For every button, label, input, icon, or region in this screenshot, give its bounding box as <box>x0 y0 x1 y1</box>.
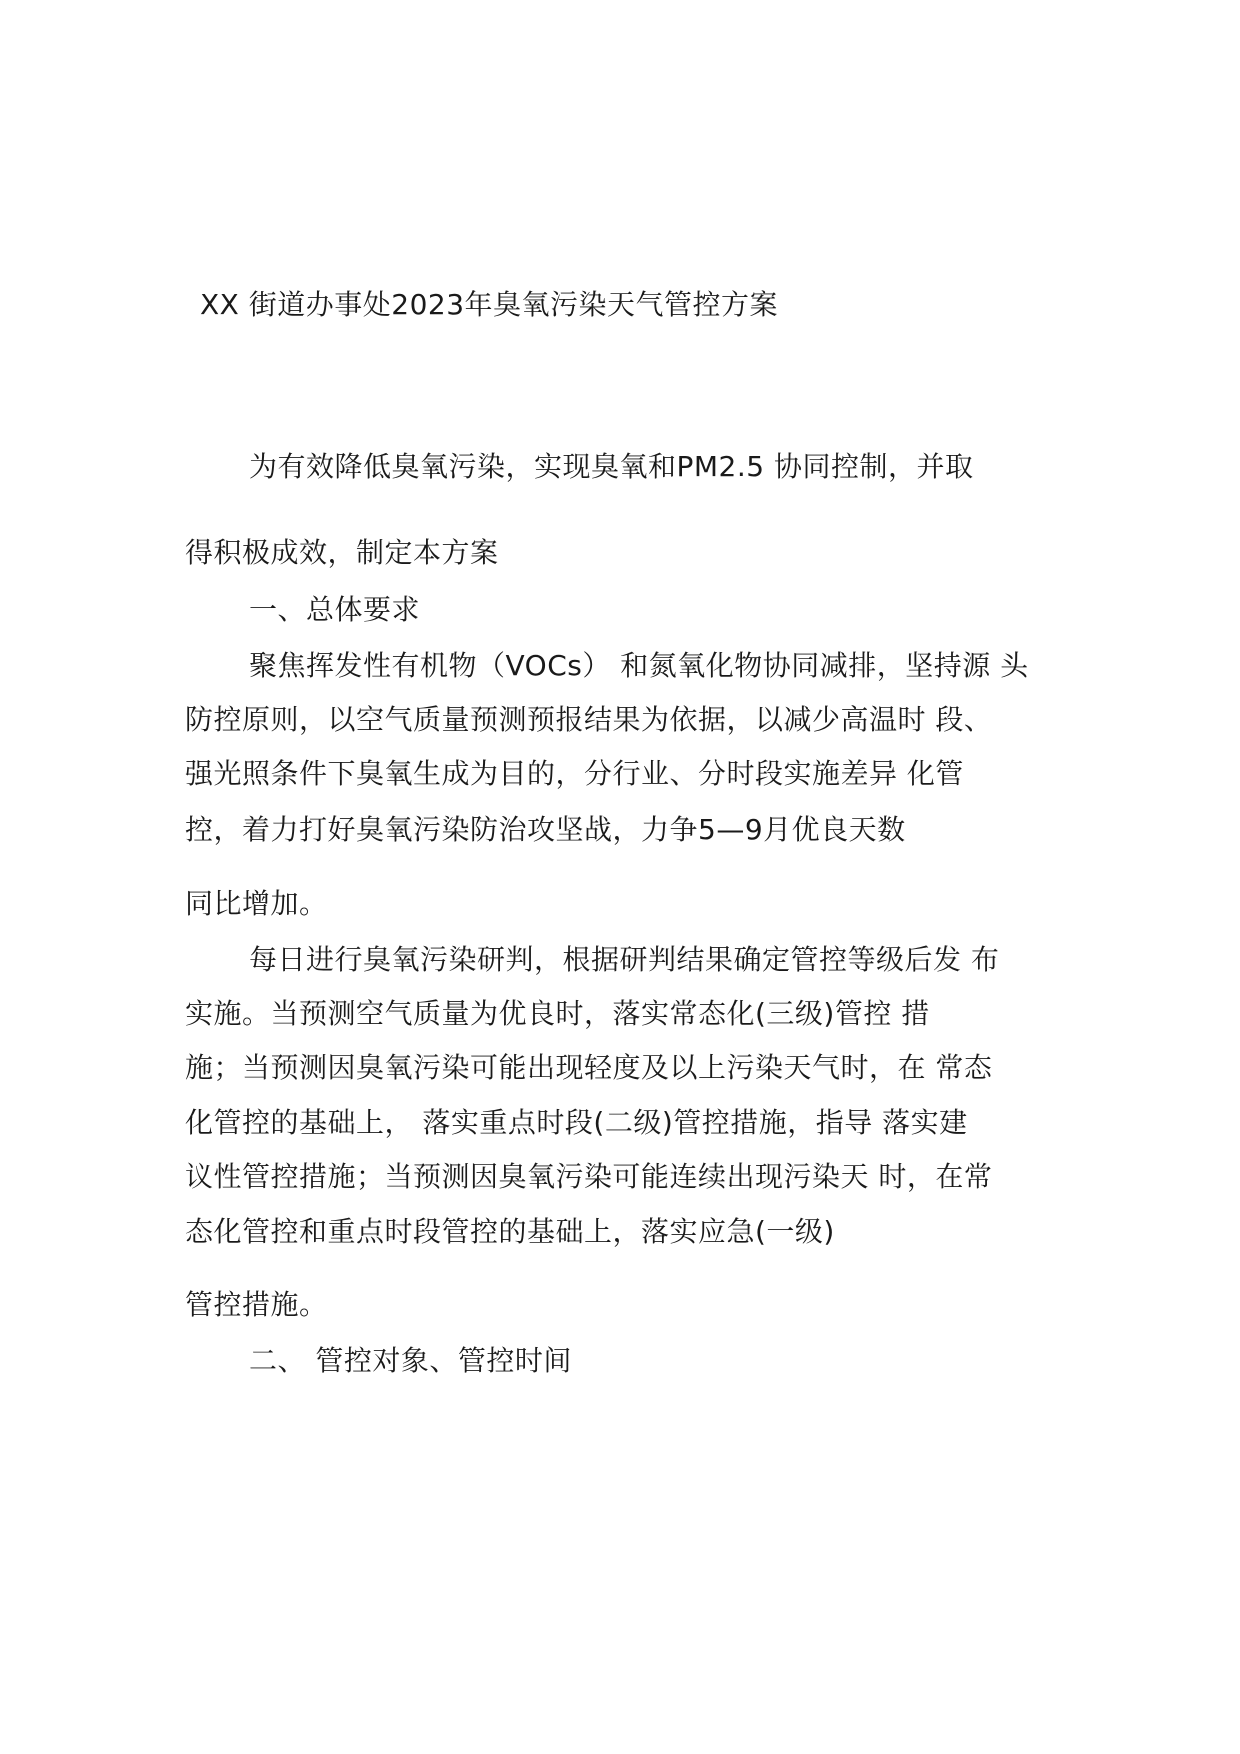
paragraph-line: 控，着力打好臭氧污染防治攻坚战，力争5—9月优良天数 <box>185 813 906 846</box>
paragraph-line: 管控措施。 <box>185 1288 328 1321</box>
paragraph-line: 聚焦挥发性有机物（VOCs） 和氮氧化物协同减排，坚持源 头 <box>249 649 1029 682</box>
paragraph-line: 防控原则，以空气质量预测预报结果为依据，以减少高温时 段、 <box>185 703 993 736</box>
section-heading: 二、 管控对象、管控时间 <box>249 1344 572 1377</box>
section-heading: 一、总体要求 <box>249 593 421 626</box>
paragraph-line: 强光照条件下臭氧生成为目的，分行业、分时段实施差异 化管 <box>185 757 964 790</box>
paragraph-line: 每日进行臭氧污染研判，根据研判结果确定管控等级后发 布 <box>249 943 1000 976</box>
paragraph-line: 施；当预测因臭氧污染可能出现轻度及以上污染天气时，在 常态 <box>185 1051 993 1084</box>
paragraph-line: 为有效降低臭氧污染，实现臭氧和PM2.5 协同控制，并取 <box>249 450 974 483</box>
paragraph-line: 议性管控措施；当预测因臭氧污染可能连续出现污染天 时，在常 <box>185 1160 993 1193</box>
paragraph-line: 化管控的基础上， 落实重点时段(二级)管控措施，指导 落实建 <box>185 1106 968 1139</box>
paragraph-line: 实施。当预测空气质量为优良时，落实常态化(三级)管控 措 <box>185 997 930 1030</box>
document-title: XX 街道办事处2023年臭氧污染天气管控方案 <box>200 288 779 321</box>
paragraph-line: 得积极成效，制定本方案 <box>185 536 499 569</box>
paragraph-line: 态化管控和重点时段管控的基础上，落实应急(一级) <box>185 1215 835 1248</box>
paragraph-line: 同比增加。 <box>185 887 328 920</box>
